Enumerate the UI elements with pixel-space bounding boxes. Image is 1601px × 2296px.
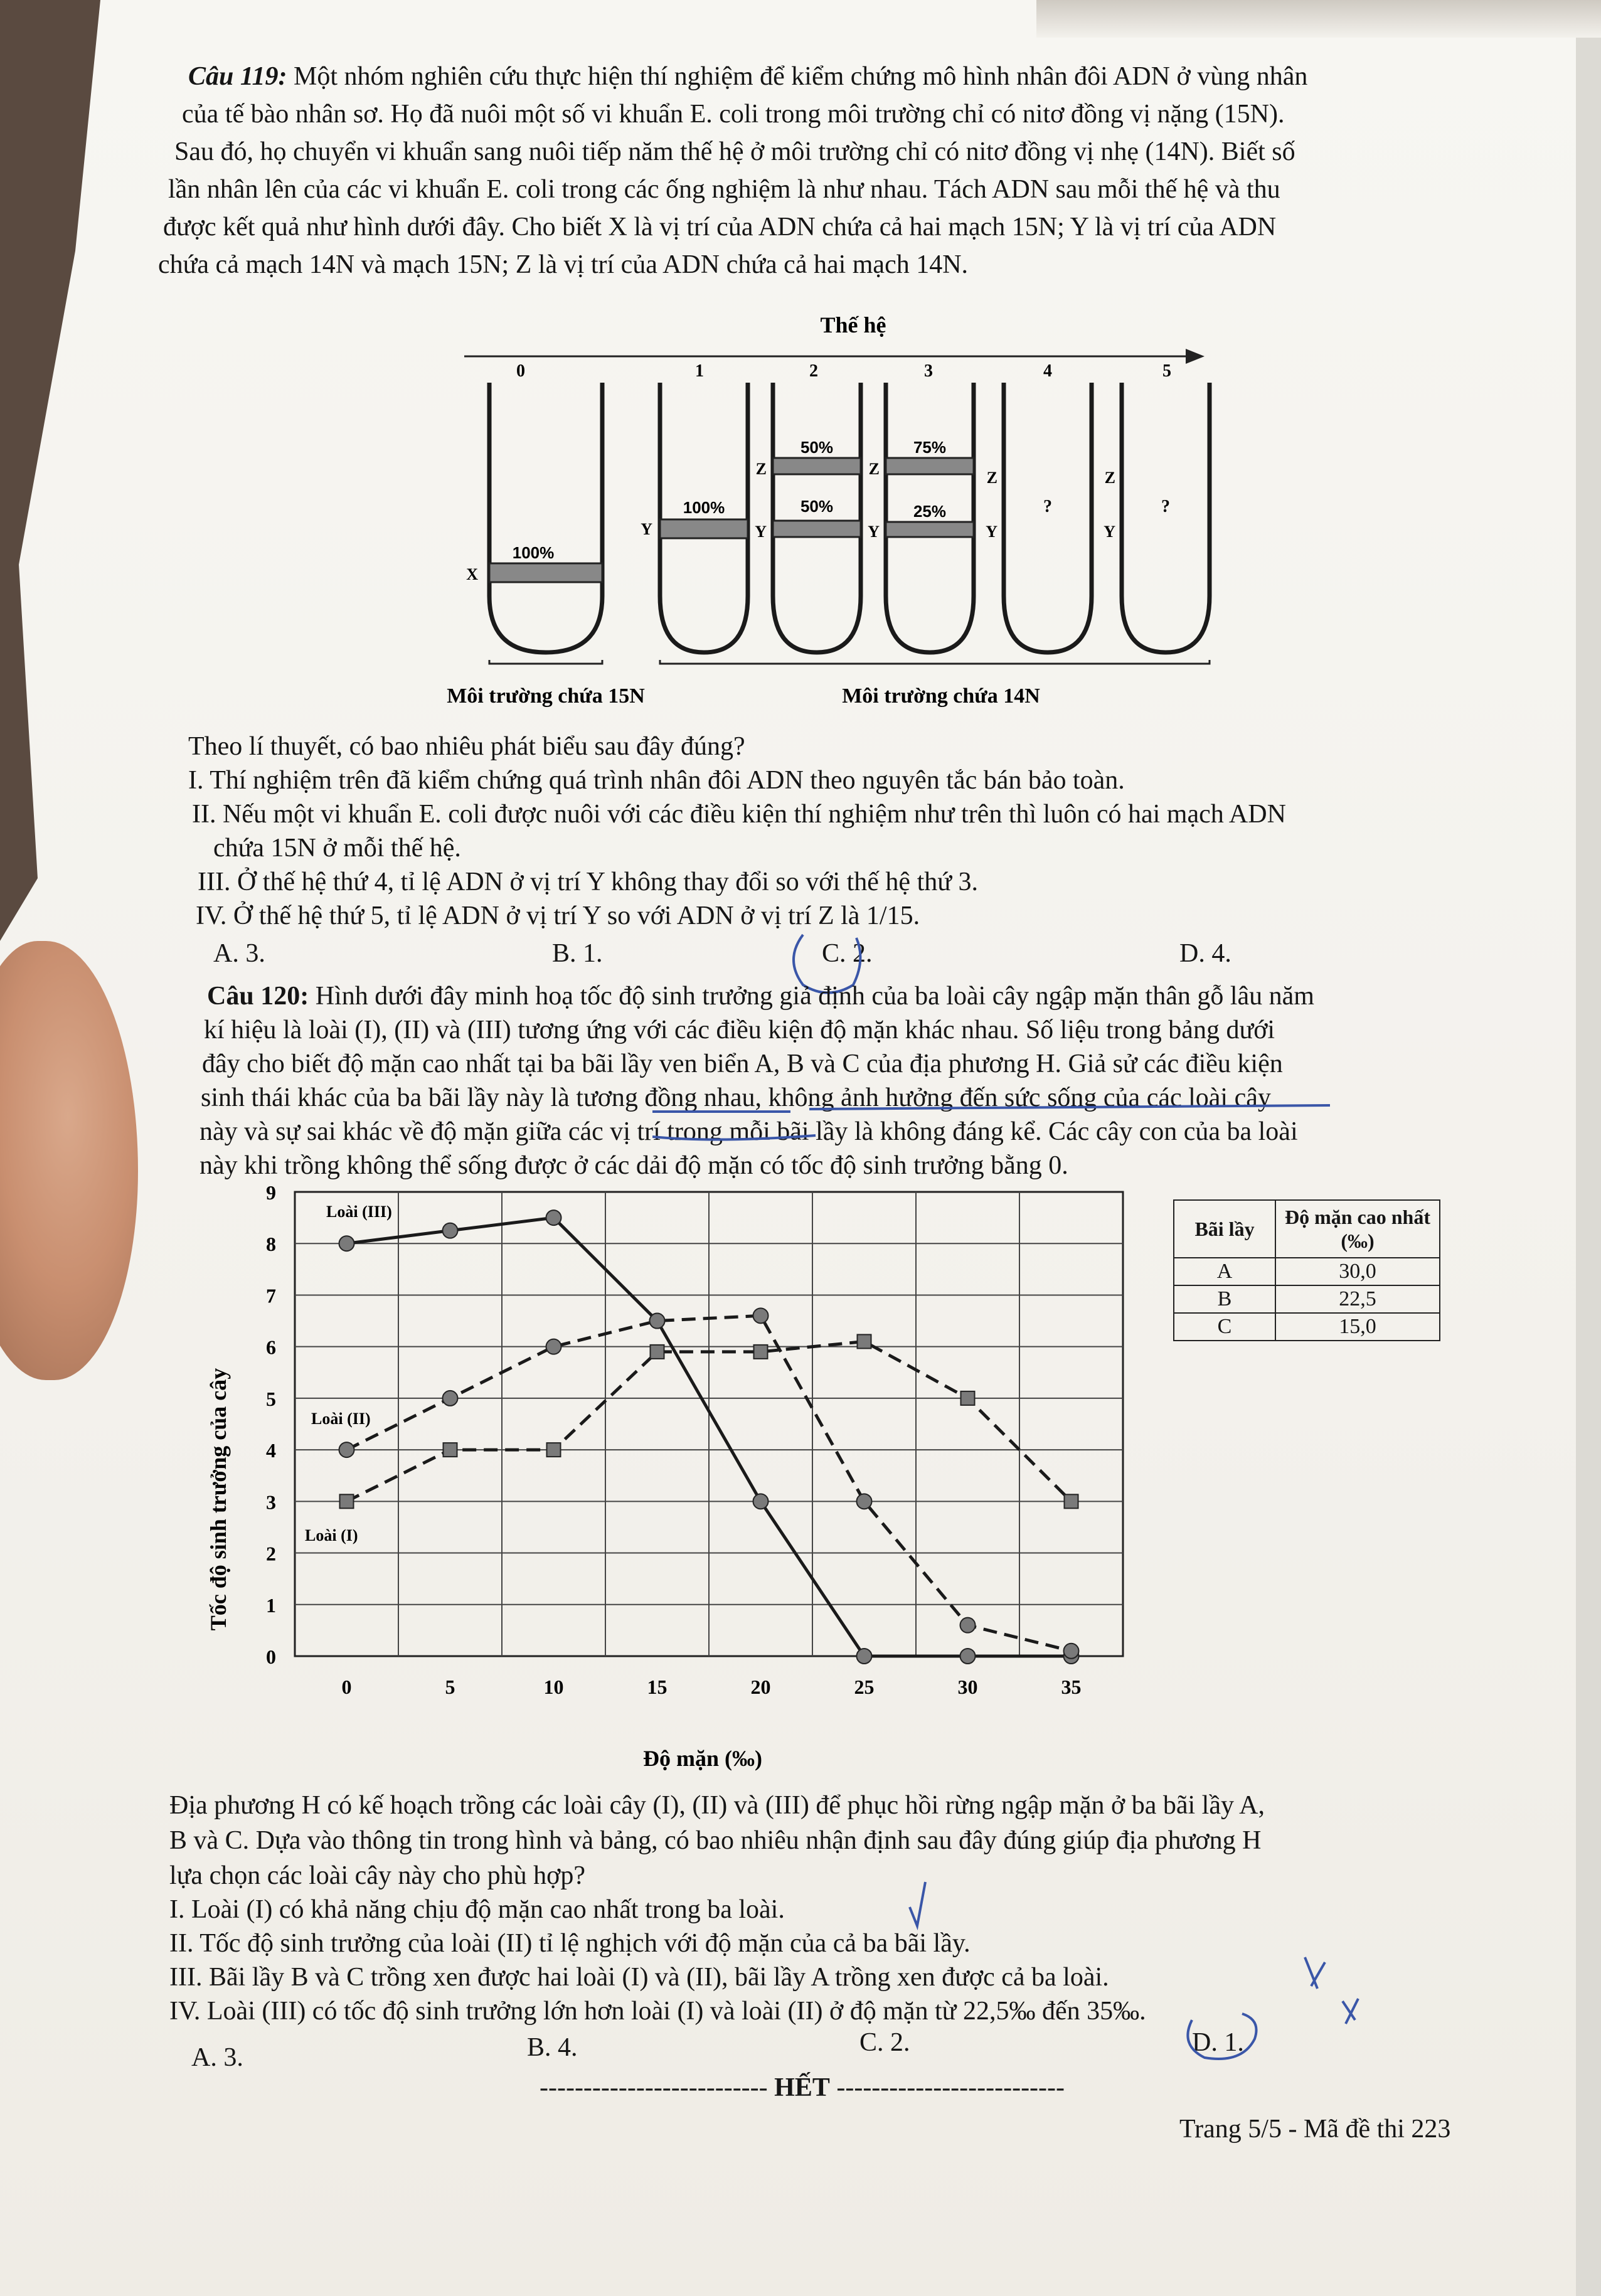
y-tick-label: 0 xyxy=(266,1645,276,1668)
arrow-head xyxy=(1186,349,1205,364)
tube4-pos-y: Y xyxy=(986,523,997,541)
tube5-pos-y: Y xyxy=(1104,523,1115,541)
series-point-1 xyxy=(650,1314,665,1329)
q120-line-3: đây cho biết độ mặn cao nhất tại ba bãi lầy ven biển A, B và C của địa phương H. Giả sử các điều kiện xyxy=(202,1050,1283,1078)
x-tick-label: 5 xyxy=(445,1676,455,1698)
chart-ylabel: Tốc độ sinh trưởng của cây xyxy=(206,1368,231,1631)
y-tick-label: 5 xyxy=(266,1387,276,1410)
bracket-15n xyxy=(489,660,602,664)
tube0-pos-x: X xyxy=(466,565,478,583)
tube2-z-label: 50% xyxy=(800,438,834,457)
q119-statement-1: I. Thí nghiệm trên đã kiểm chứng quá trình nhân đôi ADN theo nguyên tắc bán bảo toàn. xyxy=(188,766,1125,795)
q119-statement-2: II. Nếu một vi khuẩn E. coli được nuôi với các điều kiện thí nghiệm như trên thì luôn có hai mạch ADN xyxy=(192,800,1286,829)
y-tick-label: 7 xyxy=(266,1284,276,1307)
y-tick-label: 8 xyxy=(266,1233,276,1256)
q119-question: Theo lí thuyết, có bao nhiêu phát biểu sau đây đúng? xyxy=(188,732,745,761)
tube4-question: ? xyxy=(1043,497,1052,516)
tube1-pos-y: Y xyxy=(641,520,652,538)
end-rule-right: -------------------------- xyxy=(829,2073,1065,2102)
q120-statement-2: II. Tốc độ sinh trưởng của loài (II) tỉ lệ nghịch với độ mặn của cả ba bãi lầy. xyxy=(169,1929,971,1958)
generation-arrow-label: Thế hệ xyxy=(820,312,886,337)
gen-label-5: 5 xyxy=(1162,361,1171,381)
band-x xyxy=(489,563,602,582)
q119-line-4: lần nhân lên của các vi khuẩn E. coli trong các ống nghiệm là như nhau. Tách ADN sau mỗi thế hệ và thu xyxy=(168,175,1280,204)
q119-statement-3: III. Ở thế hệ thứ 4, tỉ lệ ADN ở vị trí Y không thay đổi so với thế hệ thứ 3. xyxy=(198,868,979,896)
series-point-1 xyxy=(339,1442,354,1457)
x-tick-label: 15 xyxy=(647,1676,668,1698)
end-text: HẾT xyxy=(774,2073,830,2102)
q119-option-a[interactable]: A. 3. xyxy=(213,939,265,968)
q120-line-1 xyxy=(207,979,1314,1014)
env-15n-label: Môi trường chứa 15N xyxy=(447,684,645,708)
tube3-band-y xyxy=(886,522,974,537)
salinity-table xyxy=(1173,1199,1440,1341)
tube1-band-label: 100% xyxy=(683,498,725,517)
x-tick-label: 10 xyxy=(543,1676,564,1698)
series-point-0 xyxy=(339,1236,354,1251)
series-point-2 xyxy=(547,1443,561,1457)
tube2-y-label: 50% xyxy=(800,497,834,516)
table-site-c: C xyxy=(1174,1313,1275,1341)
gen-label-2: 2 xyxy=(809,361,818,381)
x-tick-label: 20 xyxy=(750,1676,771,1698)
series-point-1 xyxy=(753,1308,769,1323)
x-tick-label: 35 xyxy=(1061,1676,1082,1698)
end-rule-left: -------------------------- xyxy=(540,2073,775,2102)
q120-line-4: sinh thái khác của ba bãi lầy này là tương đồng nhau, không ảnh hưởng đến sức sống của các loài cây xyxy=(201,1083,1271,1112)
q120-option-c[interactable]: C. 2. xyxy=(859,2028,910,2057)
end-marker xyxy=(540,2073,1065,2103)
legend-loai-iii: Loài (III) xyxy=(326,1203,392,1221)
q120-line-6: này khi trồng không thể sống được ở các dải độ mặn có tốc độ sinh trưởng bằng 0. xyxy=(199,1151,1068,1180)
q119-statement-4: IV. Ở thế hệ thứ 5, tỉ lệ ADN ở vị trí Y so với ADN ở vị trí Z là 1/15. xyxy=(196,901,920,930)
table-salinity-a: 30,0 xyxy=(1275,1258,1440,1285)
series-point-0 xyxy=(546,1210,561,1225)
q119-statement-2b: chứa 15N ở mỗi thế hệ. xyxy=(213,834,461,863)
series-point-1 xyxy=(960,1618,976,1633)
y-tick-label: 6 xyxy=(266,1336,276,1359)
q120-line-2: kí hiệu là loài (I), (II) và (III) tương ứng với các điều kiện độ mặn khác nhau. Số liệu trong bảng dưới xyxy=(204,1016,1275,1044)
y-tick-label: 3 xyxy=(266,1491,276,1514)
tube3-pos-y: Y xyxy=(868,523,880,541)
series-point-2 xyxy=(858,1334,871,1348)
series-point-1 xyxy=(443,1391,458,1406)
chart-xlabel: Độ mặn (‰) xyxy=(643,1746,762,1771)
q119-line-5: được kết quả như hình dưới đây. Cho biết X là vị trí của ADN chứa cả hai mạch 15N; Y là vị trí của ADN xyxy=(163,213,1277,242)
legend-loai-ii: Loài (II) xyxy=(311,1410,371,1428)
tube3-y-label: 25% xyxy=(913,502,947,521)
series-point-0 xyxy=(753,1494,769,1509)
gen-label-4: 4 xyxy=(1043,361,1052,381)
q120-question-1: Địa phương H có kế hoạch trồng các loài cây (I), (II) và (III) để phục hồi rừng ngập mặn ở ba bãi lầy A, xyxy=(169,1791,1265,1820)
background-top xyxy=(1036,0,1601,38)
q120-label: Câu 120: xyxy=(207,982,309,1011)
tube2-band-y xyxy=(773,521,861,537)
q120-option-b[interactable]: B. 4. xyxy=(527,2033,578,2062)
growth-rate-chart xyxy=(188,1179,1154,1788)
page-footer: Trang 5/5 - Mã đề thi 223 xyxy=(1179,2115,1451,2144)
y-tick-label: 1 xyxy=(266,1593,276,1617)
q120-statement-4: IV. Loài (III) có tốc độ sinh trưởng lớn hơn loài (I) và loài (II) ở độ mặn từ 22,5‰ đến 35‰. xyxy=(169,1997,1146,2026)
series-point-0 xyxy=(857,1649,872,1664)
series-point-2 xyxy=(444,1443,457,1457)
tube2-pos-y: Y xyxy=(755,523,767,541)
series-point-1 xyxy=(857,1494,872,1509)
tube3-pos-z: Z xyxy=(868,460,880,478)
q120-question-3: lựa chọn các loài cây này cho phù hợp? xyxy=(169,1861,586,1890)
series-point-2 xyxy=(340,1494,354,1508)
q119-option-c[interactable]: C. 2. xyxy=(822,939,873,968)
q119-option-b[interactable]: B. 1. xyxy=(552,939,603,968)
tubes xyxy=(489,383,1210,652)
q119-option-d[interactable]: D. 4. xyxy=(1179,939,1231,968)
q119-label: Câu 119: xyxy=(188,62,287,91)
table-header-salinity: Độ mặn cao nhất (‰) xyxy=(1275,1200,1440,1258)
table-salinity-c: 15,0 xyxy=(1275,1313,1440,1341)
q120-option-d[interactable]: D. 1. xyxy=(1192,2028,1244,2057)
y-tick-label: 4 xyxy=(266,1439,276,1462)
y-tick-label: 9 xyxy=(266,1181,276,1204)
tube2-band-z xyxy=(773,458,861,474)
tube1-band-y xyxy=(660,519,748,538)
q119-line-1 xyxy=(188,59,1307,94)
q120-text-1: Hình dưới đây minh hoạ tốc độ sinh trưởng giả định của ba loài cây ngập mặn thân gỗ lâu năm xyxy=(315,982,1314,1011)
gen-label-3: 3 xyxy=(924,361,933,381)
series-point-2 xyxy=(961,1391,975,1405)
series-point-1 xyxy=(546,1339,561,1354)
table-site-b: B xyxy=(1174,1285,1275,1313)
tube2-pos-z: Z xyxy=(755,460,767,478)
pen-underline xyxy=(652,1099,1343,1168)
q120-statement-1: I. Loài (I) có khả năng chịu độ mặn cao nhất trong ba loài. xyxy=(169,1895,785,1924)
q120-statement-3: III. Bãi lầy B và C trồng xen được hai loài (I) và (II), bãi lầy A trồng xen được cả ba loài. xyxy=(169,1963,1109,1992)
gen-label-1: 1 xyxy=(695,361,704,381)
series-point-1 xyxy=(1064,1644,1079,1659)
series-point-0 xyxy=(960,1649,976,1664)
bracket-14n xyxy=(660,660,1210,664)
legend-loai-i: Loài (I) xyxy=(305,1526,358,1544)
background-right xyxy=(1576,0,1601,2296)
table-site-a: A xyxy=(1174,1258,1275,1285)
tube5-question: ? xyxy=(1161,497,1170,516)
gen-label-0: 0 xyxy=(516,361,525,381)
table-salinity-b: 22,5 xyxy=(1275,1285,1440,1313)
pen-marks xyxy=(903,1876,1405,2064)
tube3-z-label: 75% xyxy=(913,438,947,457)
series-point-2 xyxy=(1065,1494,1078,1508)
tube5-pos-z: Z xyxy=(1104,469,1115,487)
y-tick-label: 2 xyxy=(266,1542,276,1565)
q119-line-6: chứa cả mạch 14N và mạch 15N; Z là vị trí của ADN chứa cả hai mạch 14N. xyxy=(158,250,969,279)
x-tick-label: 25 xyxy=(854,1676,875,1698)
q119-text-1: Một nhóm nghiên cứu thực hiện thí nghiệm để kiểm chứng mô hình nhân đôi ADN ở vùng nhân xyxy=(294,62,1308,91)
q120-question-2: B và C. Dựa vào thông tin trong hình và bảng, có bao nhiêu nhận định sau đây đúng giúp địa phương H xyxy=(169,1826,1262,1855)
env-14n-label: Môi trường chứa 14N xyxy=(842,684,1040,708)
x-tick-label: 30 xyxy=(957,1676,978,1698)
x-tick-label: 0 xyxy=(341,1676,352,1698)
dna-tubes-figure xyxy=(439,301,1267,715)
q120-option-a[interactable]: A. 3. xyxy=(191,2043,243,2072)
q120-line-5: này và sự sai khác về độ mặn giữa các vị trí trong mỗi bãi lầy là không đáng kể. Các cây con của ba loài xyxy=(199,1117,1298,1146)
tube4-pos-z: Z xyxy=(986,469,997,487)
table-header-site: Bãi lầy xyxy=(1174,1200,1275,1258)
series-point-2 xyxy=(754,1345,768,1359)
q119-line-2: của tế bào nhân sơ. Họ đã nuôi một số vi khuẩn E. coli trong môi trường chỉ có nitơ đồng vị nặng (15N). xyxy=(182,100,1285,129)
q119-line-3: Sau đó, họ chuyển vi khuẩn sang nuôi tiếp năm thế hệ ở môi trường chỉ có nitơ đồng vị nhẹ (14N). Biết số xyxy=(174,137,1295,166)
series-point-2 xyxy=(651,1345,664,1359)
tube0-band-label: 100% xyxy=(512,543,555,562)
tube3-band-z xyxy=(886,458,974,474)
series-point-0 xyxy=(443,1223,458,1238)
